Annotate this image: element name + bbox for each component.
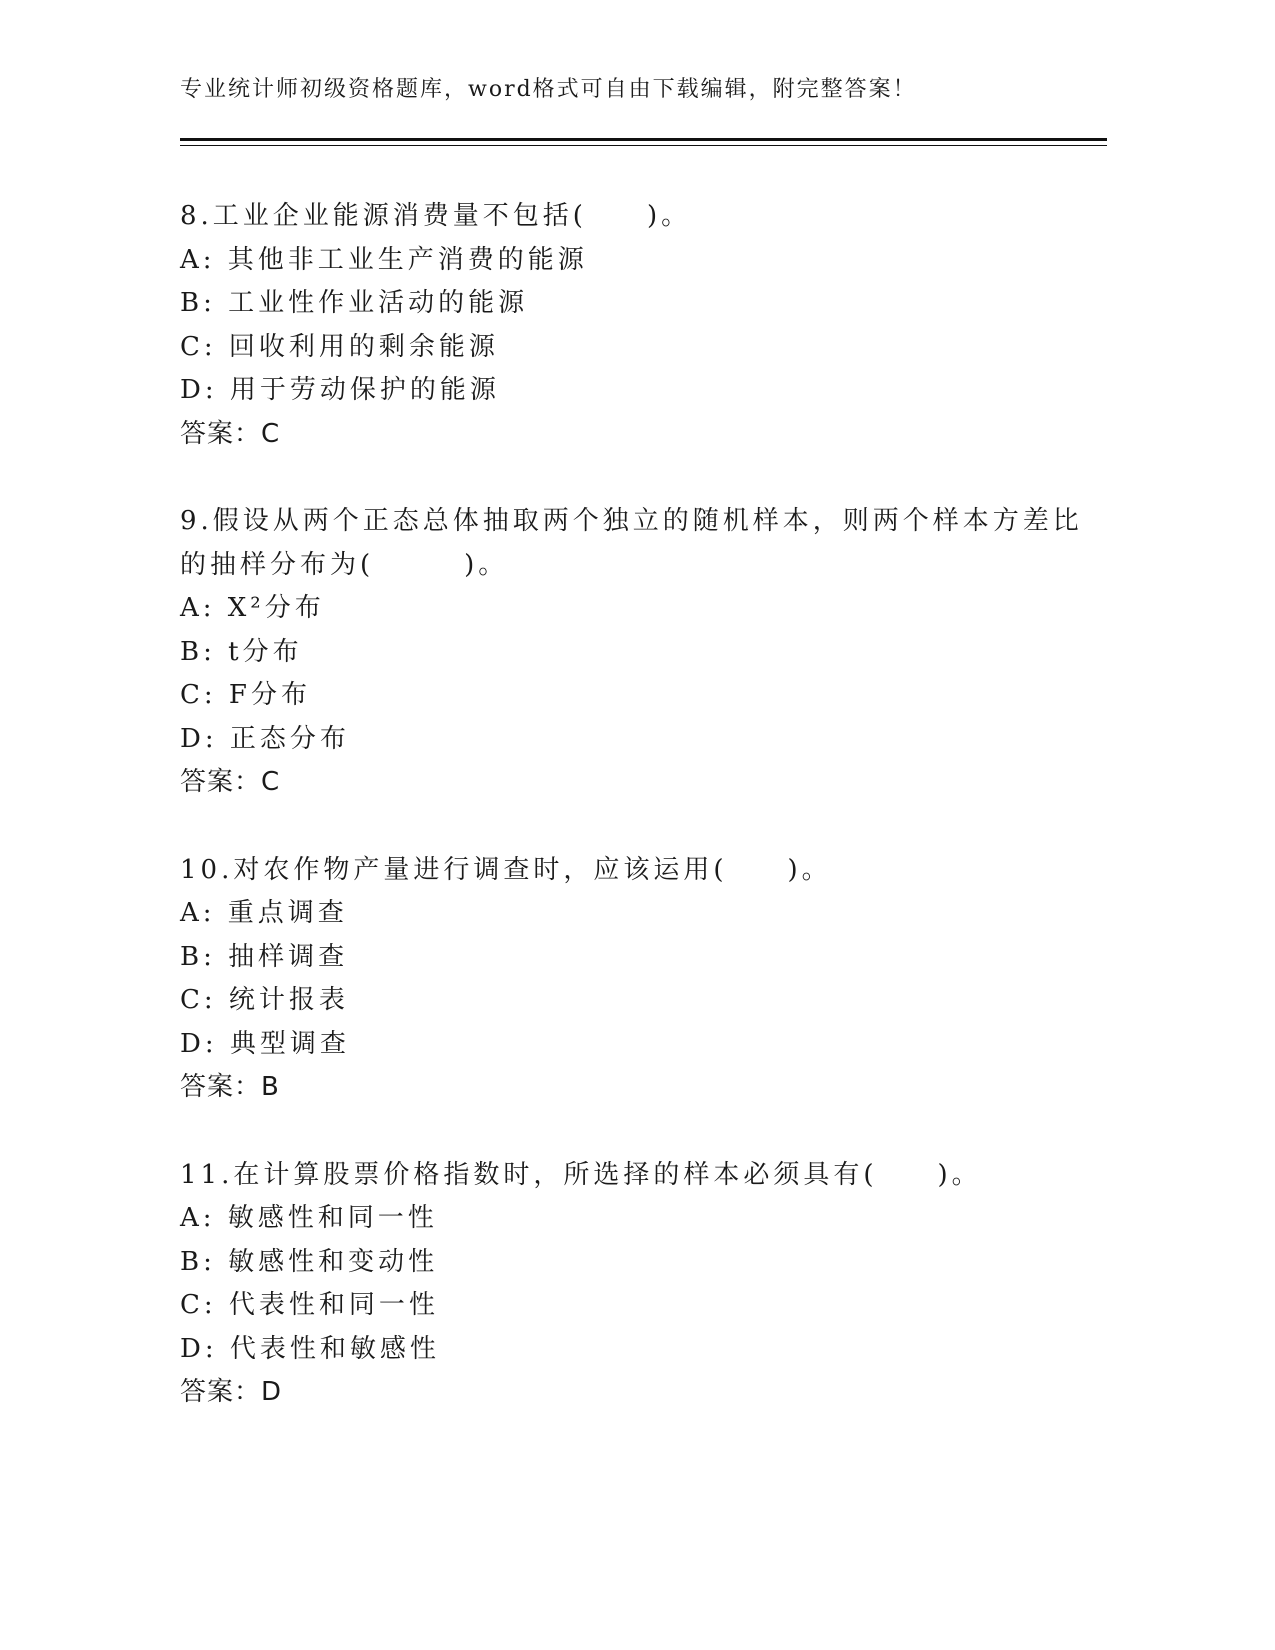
option-b: B: 敏感性和变动性 [180,1246,439,1277]
question-10 [180,849,1080,1110]
option-a: A: 其他非工业生产消费的能源 [180,244,588,275]
option-c: C: F分布 [180,680,311,710]
option-b: B: 抽样调查 [180,941,349,972]
option-b: B: t分布 [180,636,303,667]
option-d: D: 代表性和敏感性 [180,1333,440,1364]
question-stem-continued: 的抽样分布为( )。 [180,549,509,580]
answer-label: 答案：C [180,418,281,449]
question-stem: 9.假设从两个正态总体抽取两个独立的随机样本，则两个样本方差比 [180,506,1083,536]
question-stem: 10.对农作物产量进行调查时，应该运用( )。 [180,854,832,885]
answer-label: 答案：B [180,1072,280,1102]
header-rule-thick [180,138,1107,141]
option-c: C: 统计报表 [180,985,349,1015]
option-a: A: 重点调查 [180,898,348,928]
option-d: D: 正态分布 [180,723,350,754]
option-d: D: 典型调查 [180,1028,350,1059]
answer-label: 答案：D [180,1377,283,1407]
option-d: D: 用于劳动保护的能源 [180,375,500,405]
option-a: A: 敏感性和同一性 [180,1203,438,1233]
option-a: A: X²分布 [180,593,325,623]
page-header: 专业统计师初级资格题库，word格式可自由下载编辑，附完整答案！ [180,77,917,102]
question-8 [180,195,1080,456]
question-stem: 8.工业企业能源消费量不包括( )。 [180,201,692,231]
option-c: C: 代表性和同一性 [180,1290,439,1320]
answer-label: 答案：C [180,767,281,797]
question-stem: 11.在计算股票价格指数时，所选择的样本必须具有( )。 [180,1159,982,1190]
header-rule-thin [180,145,1107,146]
option-b: B: 工业性作业活动的能源 [180,288,529,318]
question-9 [180,500,1083,805]
question-11 [180,1154,1080,1415]
option-c: C: 回收利用的剩余能源 [180,331,499,362]
question-list [180,195,1083,1459]
